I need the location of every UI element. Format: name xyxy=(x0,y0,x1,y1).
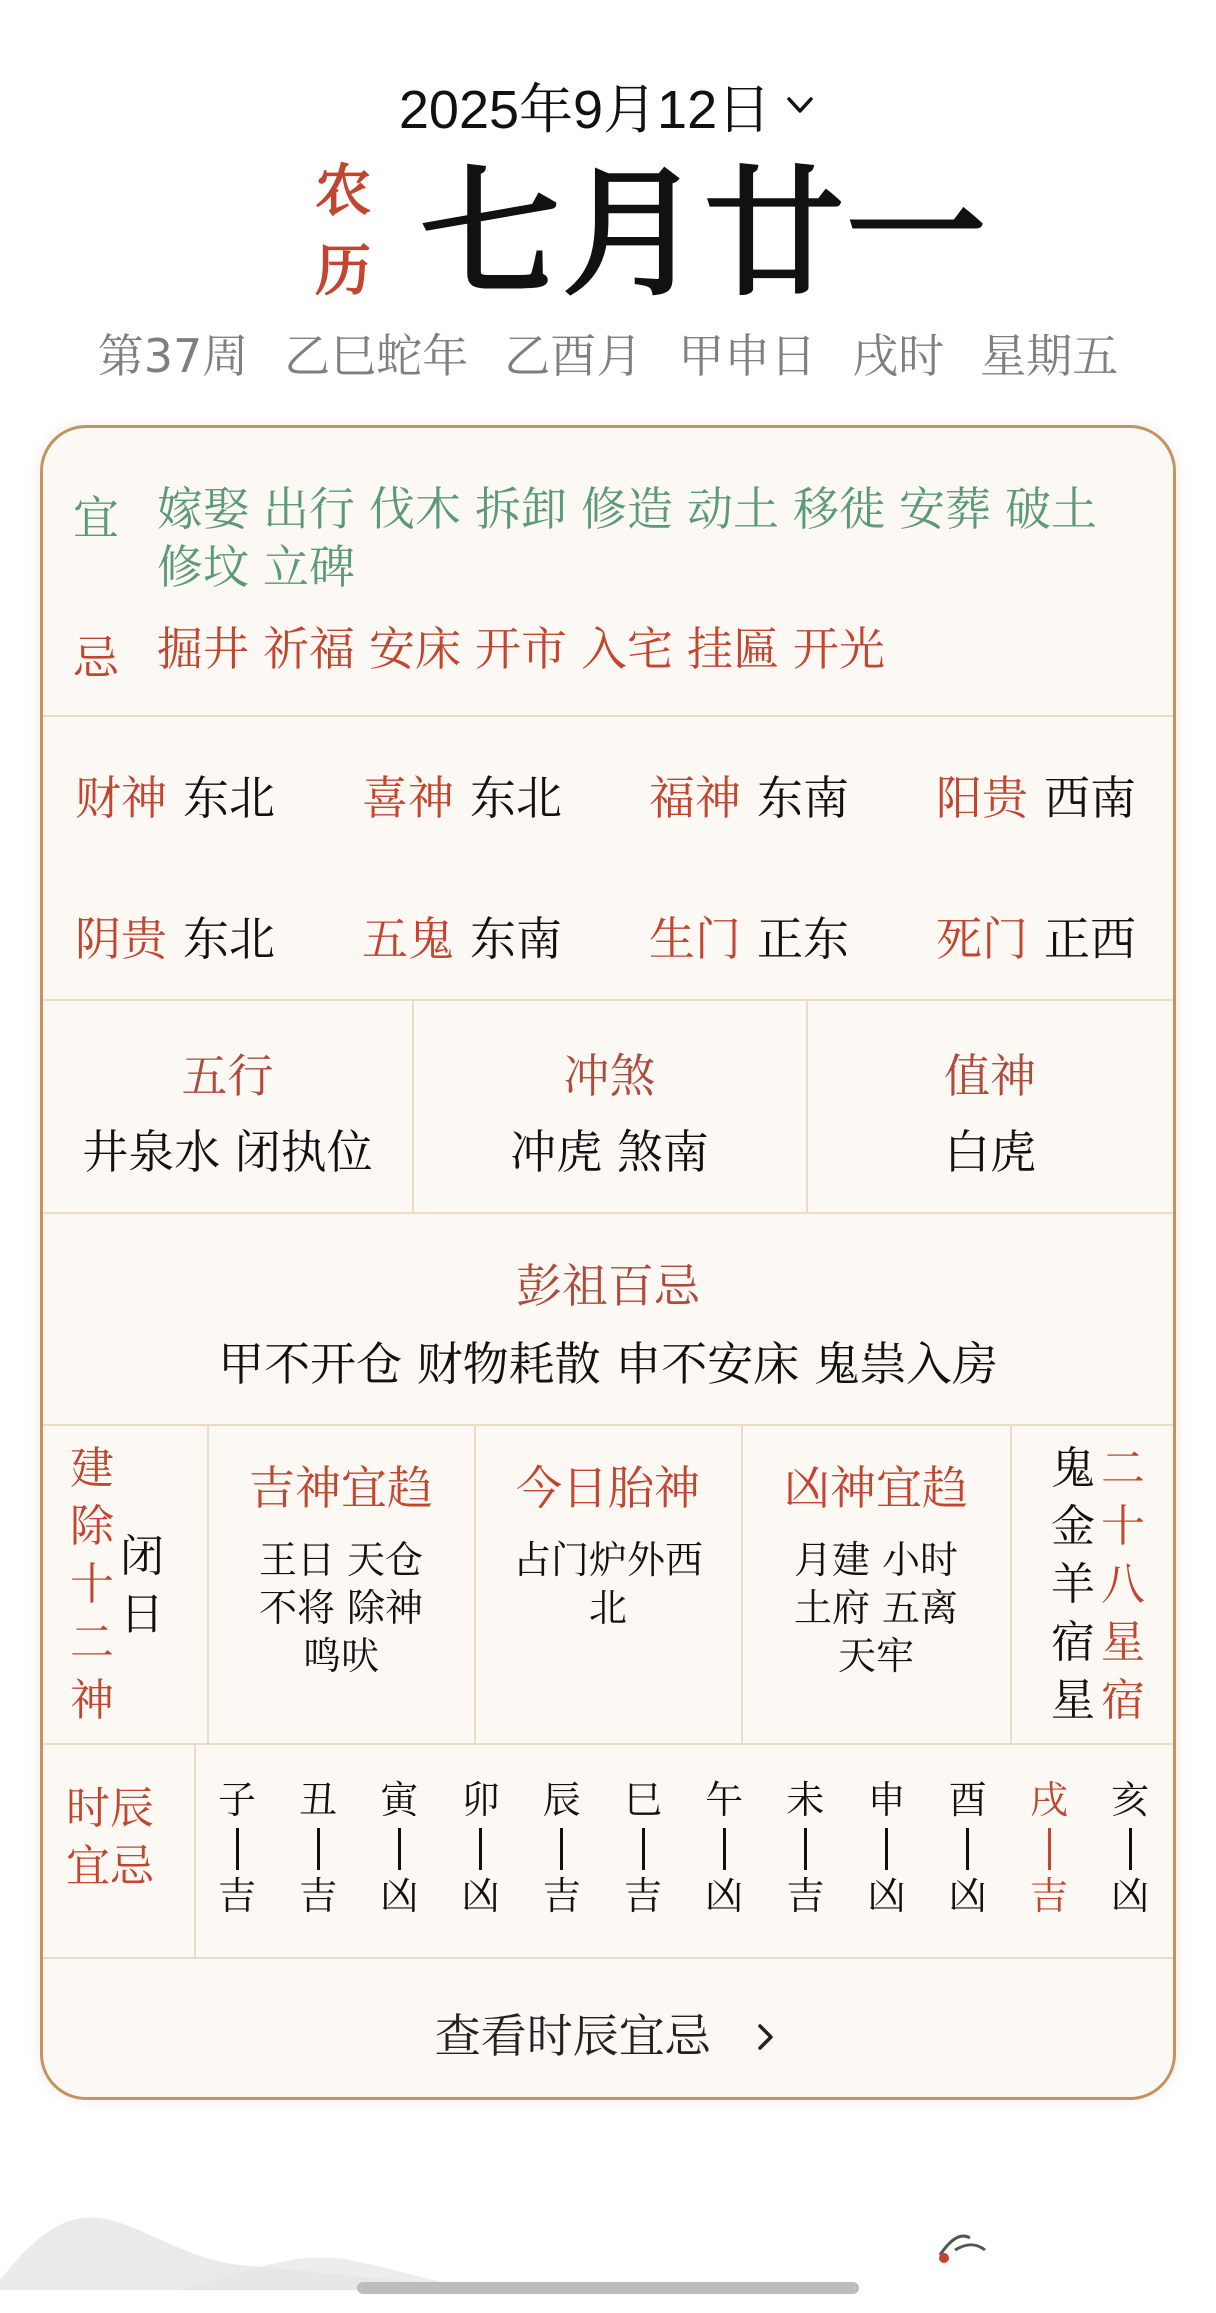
hour-item xyxy=(780,1778,830,1918)
year-ganzhi: 乙巳蛇年 xyxy=(284,329,469,383)
hour-divider xyxy=(1048,1828,1051,1870)
hour-item xyxy=(1024,1778,1074,1918)
hour-branch: 卯 xyxy=(461,1778,500,1822)
god-item: 死门 正西 xyxy=(936,912,1136,966)
hour-status: 凶 xyxy=(1111,1874,1150,1918)
hour-divider xyxy=(804,1828,807,1870)
hour-item xyxy=(374,1778,424,1918)
hour-branch: 巳 xyxy=(623,1778,662,1822)
hour-item xyxy=(699,1778,749,1918)
mountain-decoration xyxy=(0,2170,1216,2290)
ji-item: 开市 xyxy=(475,622,567,676)
wuxing-value: 井泉水 闭执位 xyxy=(82,1125,373,1179)
hour-branch: 亥 xyxy=(1111,1778,1150,1822)
hour-item xyxy=(618,1778,668,1918)
hour-divider xyxy=(398,1828,401,1870)
yi-item: 动土 xyxy=(687,482,779,536)
hour-branch: 寅 xyxy=(380,1778,419,1822)
hour-status: 凶 xyxy=(461,1874,500,1918)
hour-branch: 子 xyxy=(217,1778,256,1822)
wuxing-title: 五行 xyxy=(181,1049,274,1103)
yi-label: 宜 xyxy=(73,491,119,545)
yi-item: 出行 xyxy=(263,482,355,536)
god-item: 财神 东北 xyxy=(75,771,275,825)
yi-item: 安葬 xyxy=(899,482,991,536)
divider xyxy=(43,715,1173,717)
hour-item xyxy=(943,1778,993,1918)
hour-branch: 未 xyxy=(786,1778,825,1822)
hour-branch: 戌 xyxy=(1029,1778,1068,1822)
yi-item: 拆卸 xyxy=(475,482,567,536)
hour-status: 吉 xyxy=(542,1874,581,1918)
view-hours-label[interactable]: 查看时辰宜忌 xyxy=(434,2009,711,2063)
yi-item: 移徙 xyxy=(793,482,885,536)
hour-branch: 午 xyxy=(705,1778,744,1822)
god-item: 阳贵 西南 xyxy=(936,771,1136,825)
pengzu-title: 彭祖百忌 xyxy=(516,1259,700,1313)
yi-item: 修造 xyxy=(581,482,673,536)
yi-item: 伐木 xyxy=(369,482,461,536)
divider xyxy=(43,1957,1173,1959)
hour-status: 吉 xyxy=(1029,1874,1068,1918)
hour-item xyxy=(862,1778,912,1918)
month-ganzhi: 乙酉月 xyxy=(504,329,643,383)
zhishen-title: 值神 xyxy=(944,1049,1036,1103)
hour-branch: 申 xyxy=(867,1778,906,1822)
chongsha-title: 冲煞 xyxy=(563,1049,656,1103)
lunar-tag-char-2: 历 xyxy=(315,239,371,304)
xiongshen-list: 月建 小时 土府 五离 天牢 xyxy=(793,1538,959,1678)
hour-branch: 酉 xyxy=(948,1778,987,1822)
week-number: 第37周 xyxy=(97,329,249,383)
jianchu-value: 闭 日 xyxy=(120,1531,164,1640)
xiongshen-title: 凶神宜趋 xyxy=(784,1461,968,1515)
god-item: 阴贵 东北 xyxy=(75,912,275,966)
hour-divider xyxy=(560,1828,563,1870)
pengzu-value: 甲不开仓 财物耗散 申不安床 鬼祟入房 xyxy=(218,1337,998,1391)
hour-item xyxy=(537,1778,587,1918)
hour-status: 凶 xyxy=(380,1874,419,1918)
hour-divider xyxy=(317,1828,320,1870)
yi-list xyxy=(157,480,1117,596)
home-indicator[interactable] xyxy=(357,2282,859,2294)
god-item: 喜神 东北 xyxy=(362,771,562,825)
xingsu-title: 二 十 八 星 宿 xyxy=(1101,1443,1145,1726)
divider xyxy=(43,999,1173,1001)
hour-status: 吉 xyxy=(623,1874,662,1918)
jianchu-title: 建 除 十 二 神 xyxy=(70,1443,114,1726)
hour-branch: 丑 xyxy=(299,1778,338,1822)
hours-title: 时辰 宜忌 xyxy=(66,1783,154,1892)
day-ganzhi: 甲申日 xyxy=(678,329,817,383)
hour-divider xyxy=(723,1828,726,1870)
zhishen-value: 白虎 xyxy=(944,1125,1036,1179)
hour-item xyxy=(1105,1778,1155,1918)
hour-ganzhi: 戌时 xyxy=(852,329,945,383)
ji-item: 安床 xyxy=(369,622,461,676)
hour-divider xyxy=(479,1828,482,1870)
ji-label: 忌 xyxy=(73,631,119,685)
view-hours-button[interactable] xyxy=(0,2000,1216,2066)
divider xyxy=(194,1744,196,1957)
divider xyxy=(1010,1425,1012,1743)
date-label[interactable]: 2025年9月12日 xyxy=(398,79,772,140)
taishen-title: 今日胎神 xyxy=(516,1461,700,1515)
lunar-tag xyxy=(313,152,373,312)
date-selector[interactable] xyxy=(0,70,1216,140)
hour-status: 吉 xyxy=(217,1874,256,1918)
hour-branch: 辰 xyxy=(542,1778,581,1822)
hour-item xyxy=(456,1778,506,1918)
jishen-list: 王日 天仓 不将 除神 鸣吠 xyxy=(258,1538,424,1678)
god-item: 福神 东南 xyxy=(649,771,849,825)
god-item: 生门 正东 xyxy=(649,912,849,966)
hour-status: 凶 xyxy=(867,1874,906,1918)
weekday: 星期五 xyxy=(980,329,1119,383)
xingsu-value: 鬼 金 羊 宿 星 xyxy=(1051,1443,1095,1726)
divider xyxy=(43,1743,1173,1745)
yi-item: 修坟 xyxy=(157,540,249,594)
hour-status: 吉 xyxy=(299,1874,338,1918)
yi-item: 立碑 xyxy=(263,540,355,594)
ji-item: 祈福 xyxy=(263,622,355,676)
divider xyxy=(43,1212,1173,1214)
ji-item: 开光 xyxy=(793,622,885,676)
lunar-date: 七月廿一 xyxy=(420,153,989,316)
ji-item: 入宅 xyxy=(581,622,673,676)
date-info-line xyxy=(0,320,1216,386)
divider xyxy=(43,1424,1173,1426)
yi-item: 嫁娶 xyxy=(157,482,249,536)
hour-status: 凶 xyxy=(948,1874,987,1918)
chongsha-value: 冲虎 煞南 xyxy=(510,1125,709,1179)
hour-divider xyxy=(642,1828,645,1870)
chevron-right-icon[interactable] xyxy=(751,2020,781,2054)
hour-status: 吉 xyxy=(786,1874,825,1918)
hour-item xyxy=(293,1778,343,1918)
hour-status: 凶 xyxy=(705,1874,744,1918)
taishen-value: 占门炉外西 北 xyxy=(512,1538,703,1630)
hour-divider xyxy=(236,1828,239,1870)
god-item: 五鬼 东南 xyxy=(362,912,562,966)
ji-item: 掘井 xyxy=(157,622,249,676)
jishen-title: 吉神宜趋 xyxy=(249,1461,433,1515)
hour-divider xyxy=(966,1828,969,1870)
hour-item xyxy=(212,1778,262,1918)
hour-divider xyxy=(885,1828,888,1870)
ji-item: 挂匾 xyxy=(687,622,779,676)
ji-list xyxy=(157,620,1117,678)
hour-divider xyxy=(1129,1828,1132,1870)
lunar-tag-char-1: 农 xyxy=(315,159,371,224)
chevron-down-icon[interactable] xyxy=(783,88,817,122)
yi-item: 破土 xyxy=(1005,482,1097,536)
